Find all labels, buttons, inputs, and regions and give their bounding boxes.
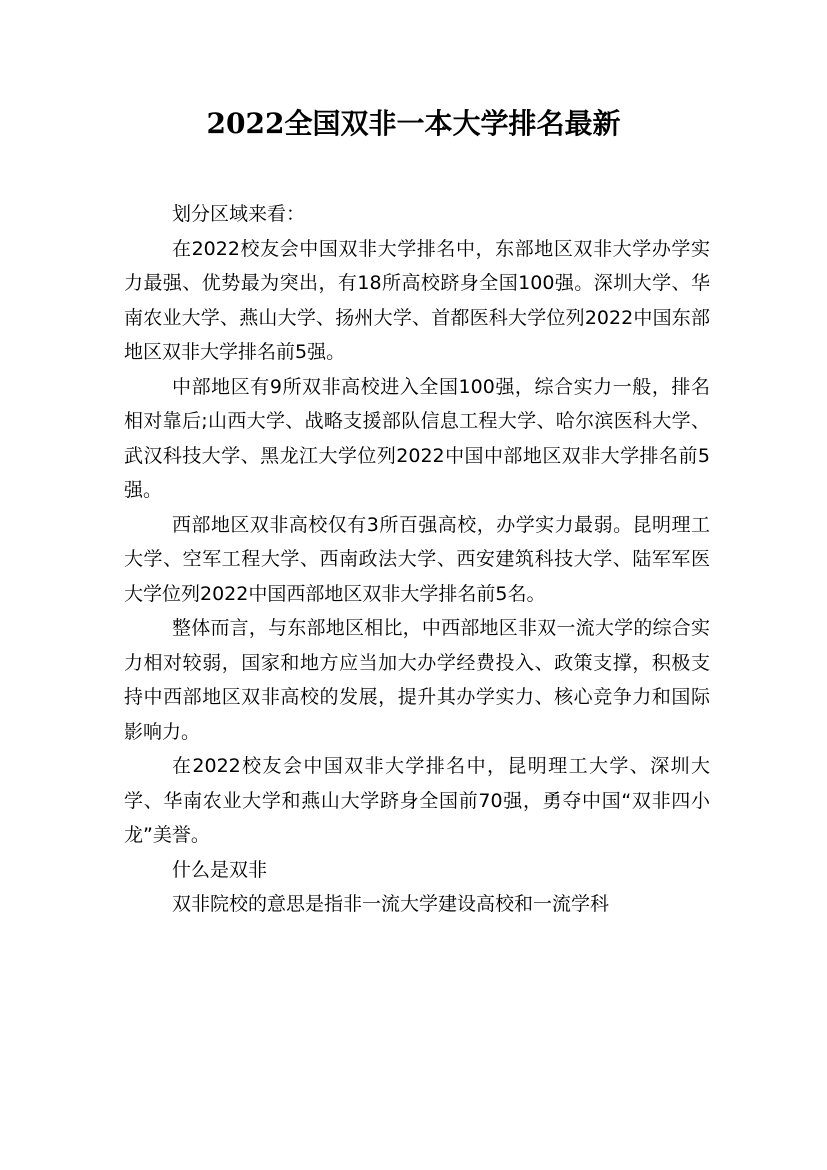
paragraph-four-little-dragons: 在2022校友会中国双非大学排名中，昆明理工大学、深圳大学、华南农业大学和燕山大学跻身全国前70强，勇夺中国“双非四小龙”美誉。 [124, 755, 710, 846]
paragraph-central-region: 中部地区有9所双非高校进入全国100强，综合实力一般，排名相对靠后;山西大学、战略支援部队信息工程大学、哈尔滨医科大学、武汉科技大学、黑龙江大学位列2022中国中部地区双非大学排名前5强。 [124, 375, 710, 501]
paragraph-definition: 双非院校的意思是指非一流大学建设高校和一流学科 [172, 893, 610, 915]
document-body [124, 197, 710, 922]
paragraph-what-is-shuangfei: 什么是双非 [172, 858, 268, 881]
paragraph-western-region: 西部地区双非高校仅有3所百强高校，办学实力最弱。昆明理工大学、空军工程大学、西南政法大学、西安建筑科技大学、陆军军医大学位列2022中国西部地区双非大学排名前5名。 [124, 513, 710, 605]
paragraph-overall: 整体而言，与东部地区相比，中西部地区非双一流大学的综合实力相对较弱，国家和地方应当加大办学经费投入、政策支撑，积极支持中西部地区双非高校的发展，提升其办学实力、核心竞争力和国际影响力。 [124, 617, 710, 743]
paragraph-region-intro: 划分区域来看： [172, 203, 306, 225]
paragraph-eastern-region: 在2022校友会中国双非大学排名中，东部地区双非大学办学实力最强、优势最为突出，有18所高校跻身全国100强。深圳大学、华南农业大学、燕山大学、扬州大学、首都医科大学位列2022中国东部地区双非大学排名前5强。 [124, 237, 710, 363]
document-title: 2022全国双非一本大学排名最新 [206, 107, 621, 140]
